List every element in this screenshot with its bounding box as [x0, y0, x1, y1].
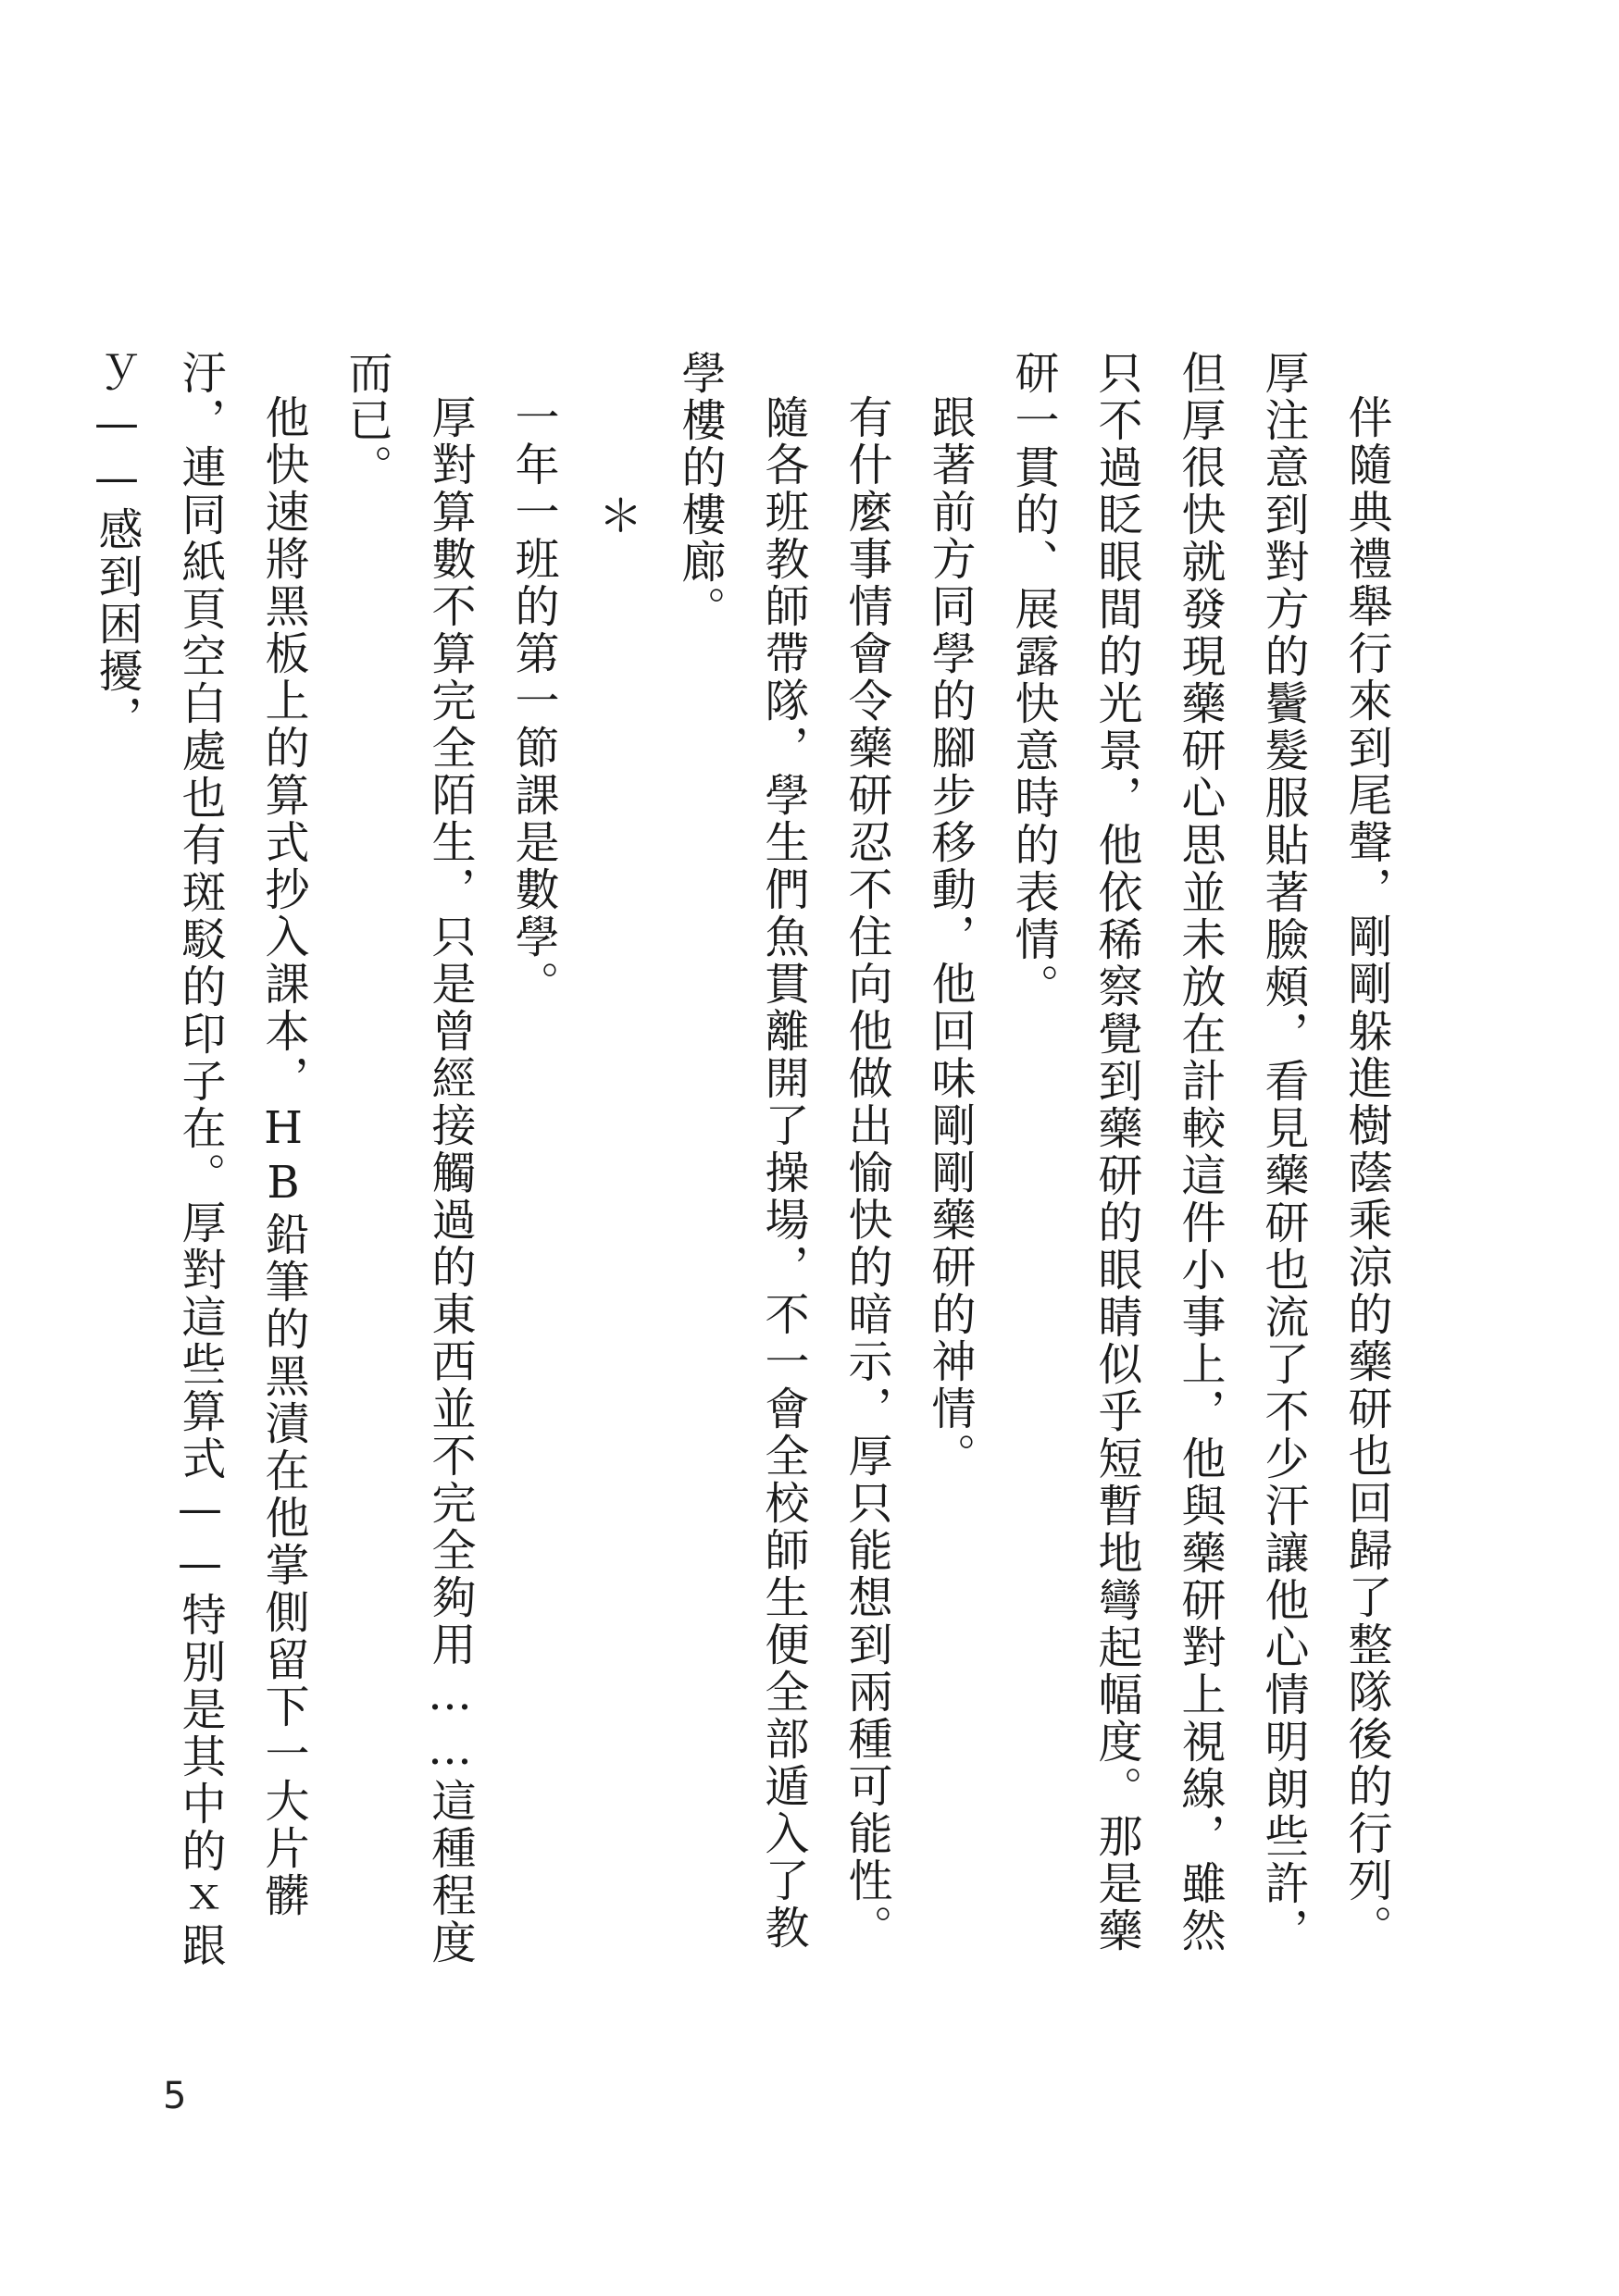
- paragraph-1: 伴隨典禮舉行來到尾聲，剛剛躲進樹蔭乘涼的藥研也回歸了整隊後的行列。厚注意到對方的鬢髮服貼著臉頰，看見藥研也流了不少汗讓他心情明朗些許，但厚很快就發現藥研心思並未放在計較這件小事上，他與藥研對上視線，雖然只不過眨眼間的光景，他依稀察覺到藥研的眼睛似乎短暫地彎起幅度。那是藥研一貫的、展露快意時的表情。: [1007, 350, 1392, 1955]
- vertical-body-text: [75, 350, 1408, 1979]
- paragraph-7: 他快速將黑板上的算式抄入課本，HB鉛筆的黑漬在他掌側留下一大片髒汙，連同紙頁空白處也有斑駁的印子在。厚對這些算式——特別是其中的ｘ跟ｙ——感到困擾，: [91, 350, 309, 1969]
- paragraph-6: 厚對算數不算完全陌生，只是曾經接觸過的東西並不完全夠用……這種程度而已。: [341, 350, 476, 1967]
- paragraph-4: 隨各班教師帶隊，學生們魚貫離開了操場，不一會全校師生便全部遁入了教學樓的樓廊。: [674, 350, 809, 1952]
- paragraph-5: 一年一班的第一節課是數學。: [507, 394, 559, 1008]
- paragraph-3: 有什麼事情會令藥研忍不住向他做出愉快的暗示，厚只能想到兩種可能性。: [841, 394, 892, 1952]
- paragraph-2: 跟著前方同學的腳步移動，他回味剛剛藥研的神情。: [924, 394, 976, 1480]
- page-number: 5: [163, 2075, 187, 2117]
- section-break-asterisk: ＊: [591, 491, 642, 540]
